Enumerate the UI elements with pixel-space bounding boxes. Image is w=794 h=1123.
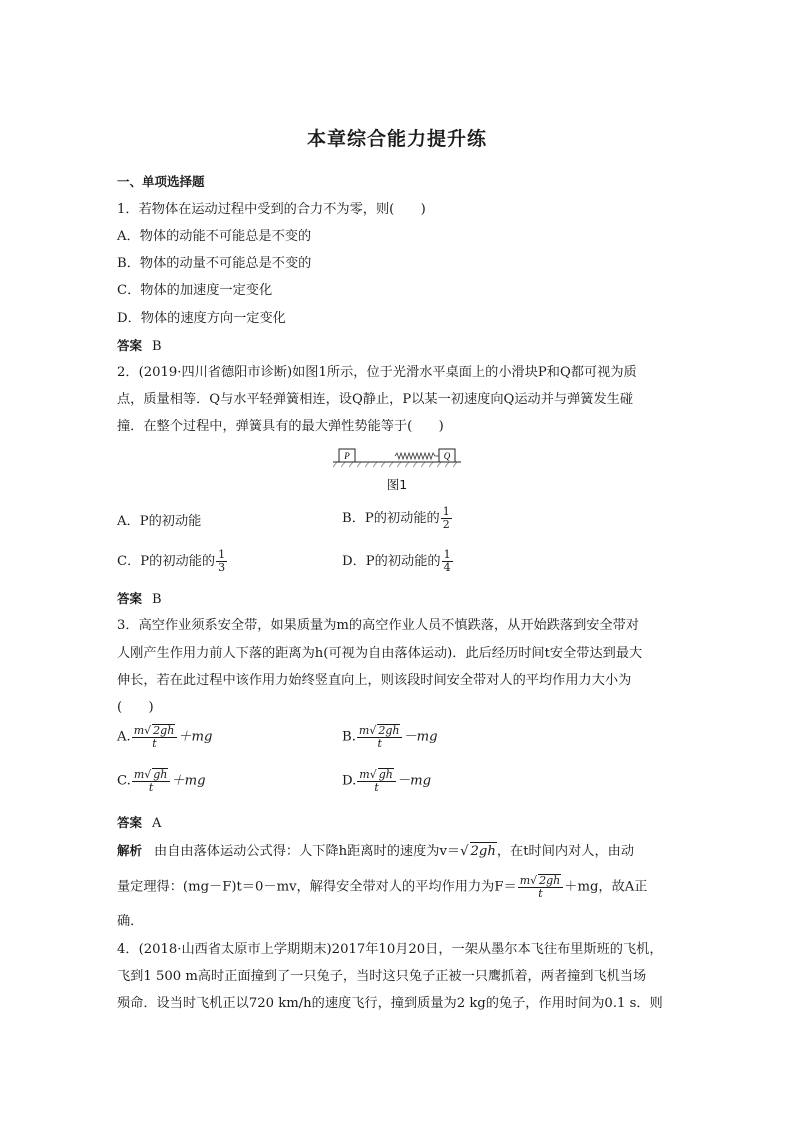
- table-hatching: [333, 462, 457, 467]
- q4-stem-line2: 飞到1 500 m高时正面撞到了一只兔子，当时这只兔子正被一只鹰抓着，两者撞到飞机当场: [117, 969, 647, 984]
- fraction-denominator: t: [148, 781, 154, 794]
- q3-option-a: [117, 724, 327, 750]
- answer-label: 答案: [117, 815, 143, 830]
- answer-label: 答案: [117, 591, 143, 606]
- q1-stem: 1．若物体在运动过程中受到的合力不为零，则( ): [117, 202, 426, 217]
- q3-analysis-line1: 解析 由自由落体运动公式得：人下降h距离时的速度为v＝√ 2gh，在t时间内对人，由动: [117, 843, 635, 859]
- option-prefix: A.: [117, 729, 131, 745]
- section-heading: 一、单项选择题: [117, 174, 205, 189]
- radicand: gh: [153, 768, 168, 781]
- analysis-text: 量定理得：(mg－F)t＝0－mv，解得安全带对人的平均作用力为F＝: [117, 879, 517, 895]
- analysis-label: 解析: [117, 843, 143, 858]
- q2-option-c-text: C．P的初动能的: [117, 554, 216, 569]
- q3-stem-line3: 伸长，若在此过程中该作用力始终竖直向上，则该段时间安全带对人的平均作用力大小为: [117, 673, 632, 688]
- mass-symbol: m: [359, 768, 370, 781]
- radicand: 2gh: [378, 724, 400, 737]
- q3-answer: [117, 814, 687, 833]
- page-title: 本章综合能力提升练: [306, 128, 487, 150]
- fraction-denominator: 2: [442, 518, 450, 531]
- q3-option-d: [342, 768, 431, 794]
- fraction-numerator: 1: [218, 548, 226, 561]
- q1-answer: [117, 337, 687, 356]
- answer-label: 答案: [117, 338, 143, 353]
- fraction-denominator: t: [377, 737, 382, 750]
- block-p-label: P: [344, 451, 350, 461]
- q2-option-b-text: B．P的初动能的: [342, 511, 440, 526]
- q1-option-d: D．物体的速度方向一定变化: [117, 311, 286, 326]
- q3-option-c: [117, 768, 327, 794]
- q2-option-a: A．P的初动能: [117, 514, 202, 529]
- fraction-denominator: t: [152, 737, 157, 750]
- spring: [395, 453, 439, 459]
- q2-option-c: [117, 549, 317, 574]
- fraction-denominator: t: [538, 887, 543, 900]
- spring-block-figure: [333, 444, 461, 468]
- q3-stem-line2: 人刚产生作用力前人下落的距离为h(可视为自由落体运动)．此后经历时间t安全带达到最大: [117, 646, 643, 661]
- analysis-text: ，在t时间内对人，由动: [496, 844, 635, 859]
- block-q-label: Q: [443, 451, 451, 461]
- q2-answer: [117, 590, 687, 609]
- fraction-numerator: m√ 2gh: [518, 874, 564, 888]
- q1-option-a: A．物体的动能不可能总是不变的: [117, 229, 312, 244]
- q3-stem-line1: 3．高空作业须系安全带，如果质量为m的高空作业人员不慎跌落，从开始跌落到安全带对: [117, 618, 640, 633]
- q2-option-d-text: D．P的初动能的: [342, 554, 441, 569]
- q4-stem-line1: 4．(2018·山西省太原市上学期期末)2017年10月20日，一架从墨尔本飞往布里斯班的飞机，: [117, 942, 663, 957]
- mass-symbol: m: [133, 724, 145, 737]
- radicand: 2gh: [470, 844, 496, 859]
- answer-value: B: [152, 339, 162, 354]
- q3-stem-line4: ( ): [117, 700, 154, 715]
- q3-analysis-line3: 确．: [117, 914, 144, 929]
- fraction-denominator: 4: [443, 561, 451, 574]
- q2-stem-line2: 点，质量相等．Q与水平轻弹簧相连，设Q静止，P以某一初速度向Q运动并与弹簧发生碰: [117, 392, 634, 407]
- fraction: [442, 549, 453, 574]
- q2-stem-line1: 2．(2019·四川省德阳市诊断)如图1所示，位于光滑水平桌面上的小滑块P和Q都可视为质: [117, 365, 637, 380]
- figure-caption: 图1: [386, 477, 408, 492]
- fraction-numerator: m√ gh: [357, 768, 396, 782]
- fraction: [518, 874, 564, 900]
- q3-option-b: [342, 724, 438, 750]
- answer-value: B: [152, 592, 162, 607]
- q1-option-c: C．物体的加速度一定变化: [117, 283, 273, 298]
- q3-analysis-line2: [117, 874, 687, 900]
- option-prefix: B.: [342, 729, 356, 745]
- fraction-numerator: 1: [443, 548, 451, 561]
- q2-option-d: [342, 549, 454, 574]
- fraction-numerator: m√ gh: [132, 768, 171, 782]
- fraction: [216, 549, 227, 574]
- mass-symbol: m: [358, 724, 370, 737]
- fraction: [132, 768, 171, 794]
- option-suffix: －mg: [403, 729, 438, 745]
- answer-value: A: [152, 816, 162, 831]
- fraction: [441, 506, 452, 531]
- option-suffix: －mg: [396, 773, 432, 789]
- analysis-text: ＋mg，故A正: [564, 879, 648, 895]
- fraction: [357, 768, 396, 794]
- radicand: 2gh: [153, 724, 175, 737]
- fraction-denominator: 3: [218, 561, 226, 574]
- q2-stem-line3: 撞．在整个过程中，弹簧具有的最大弹性势能等于( ): [117, 419, 444, 434]
- option-suffix: ＋mg: [178, 729, 213, 745]
- option-prefix: D.: [342, 773, 357, 789]
- fraction-numerator: 1: [442, 505, 450, 518]
- fraction-numerator: m√ 2gh: [132, 724, 178, 738]
- radicand: 2gh: [539, 874, 561, 887]
- analysis-text: 由自由落体运动公式得：人下降h距离时的速度为v＝: [154, 844, 461, 859]
- q1-option-b: B．物体的动量不可能总是不变的: [117, 256, 312, 271]
- radicand: gh: [378, 768, 393, 781]
- mass-symbol: m: [133, 768, 145, 781]
- q2-option-b: [342, 506, 453, 531]
- fraction-numerator: m√ 2gh: [357, 724, 403, 738]
- option-suffix: ＋mg: [171, 773, 206, 789]
- q4-stem-line3: 殒命．设当时飞机正以720 km/h的速度飞行，撞到质量为2 kg的兔子，作用时间为0.1 s．则: [117, 996, 663, 1011]
- option-prefix: C.: [117, 773, 131, 789]
- fraction: [132, 724, 178, 750]
- fraction: [357, 724, 403, 750]
- mass-symbol: m: [519, 874, 531, 887]
- fraction-denominator: t: [374, 781, 379, 794]
